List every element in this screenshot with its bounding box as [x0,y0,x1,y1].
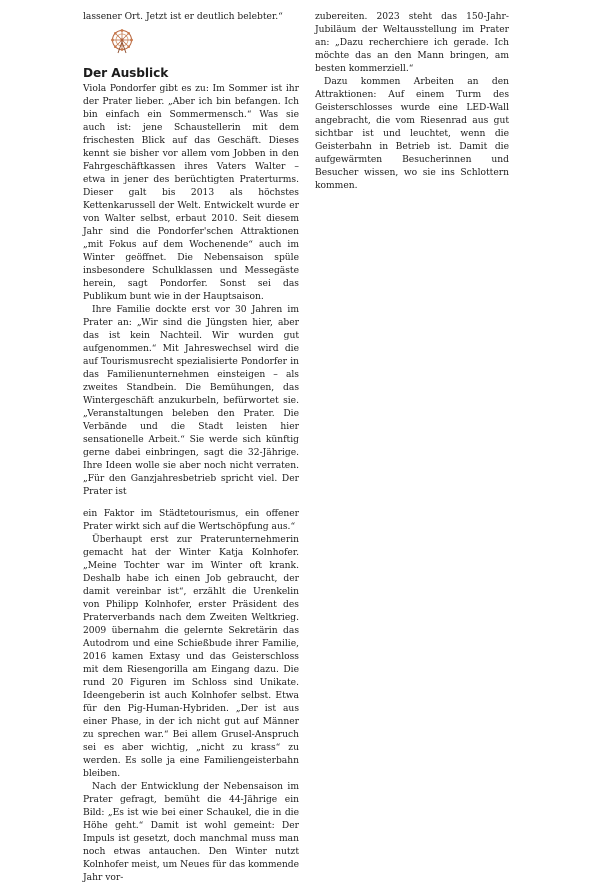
paragraph: Viola Pondorfer gibt es zu: Im Sommer ist ihr der Prater lieber. „Aber ich bin befangen. Ich bin einfach ein Sommermensch.“ Was sie auch ist: jene Schaustellerin mit dem frischesten Blick auf das Geschäft. Dieses kennt sie bisher vor allem vom Jobben in den Fahrgeschäftkassen ihres Vaters Walter – etwa in jener des berüchtigten Praterturms. Dieser galt bis 2013 als höchstes Kettenkarussell der Welt. Entwickelt wurde er von Walter selbst, erbaut 2010. Seit diesem Jahr sind die Pondorfer'schen Attraktionen „mit Fokus auf dem Wochenende“ auch im Winter geöffnet. Die Nebensaison spüle insbesondere Schulklassen und Messegäste herein, sagt Pondorfer. Sonst sei das Publikum bunt wie in der Hauptsaison. [83,84,299,302]
paragraph: zubereiten. 2023 steht das 150-Jahr-Jubiläum der Weltausstellung im Prater an: „Dazu recherchiere ich gerade. Ich möchte das an den Mann bringen, am besten kommerziell.“ [315,12,509,74]
left-column [83,11,299,885]
paragraph: Überhaupt erst zur Praterunternehmerin gemacht hat der Winter Katja Kolnhofer. „Meine Tochter war im Winter oft krank. Deshalb habe ich einen Job gebraucht, der damit vereinbar ist“, erzählt die Urenkelin von Philipp Kolnhofer, erster Präsident des Praterverbands nach dem Zweiten Weltkrieg. 2009 übernahm die gelernte Sekretärin das Autodrom und eine Schießbude ihrer Familie, 2016 kamen Extasy und das Geisterschloss mit dem Riesengorilla am Eingang dazu. Die rund 20 Figuren im Schloss sind Unikate. Ideengeberin ist auch Kolnhofer selbst. Etwa für den Pig-Human-Hybriden. „Der ist aus einer Phase, in der ich nicht gut auf Männer zu sprechen war.“ Bei allem Grusel-Anspruch sei es aber wichtig, „nicht zu krass“ zu werden. Es solle ja eine Familiengeisterbahn bleiben. [83,535,299,779]
paragraph: Nach der Entwicklung der Nebensaison im Prater gefragt, bemüht die 44-Jährige ein Bild: „Es ist wie bei einer Schaukel, die in die Höhe geht.“ Damit ist wohl gemeint: Der Impuls ist gesetzt, doch manchmal muss man noch etwas antauchen. Den Winter nutzt Kolnhofer meist, um Neues für das kommende Jahr vor- [83,782,299,883]
right-column [315,11,509,193]
paragraph: ein Faktor im Städtetourismus, ein offener Prater wirkt sich auf die Wertschöpfung aus.“ [83,509,299,532]
paragraph: Dazu kommen Arbeiten an den Attraktionen: Auf einem Turm des Geisterschlosses wurde eine LED-Wall angebracht, die vom Riesenrad aus gut sichtbar ist und leuchtet, wenn die Geisterbahn in Betrieb ist. Damit die aufgewärmten Besucherinnen und Besucher wissen, wo sie ins Schlottern kommen. [315,77,509,191]
top-line: lassener Ort. Jetzt ist er deutlich belebter.“ [83,12,283,22]
ferris-wheel-icon [109,28,135,54]
section-heading: Der Ausblick [83,66,169,80]
paragraph: Ihre Familie dockte erst vor 30 Jahren im Prater an: „Wir sind die Jüngsten hier, aber das ist kein Nachteil. Wir wurden gut aufgenommen.“ Mit Jahreswechsel wird die auf Tourismusrecht spezialisierte Pondorfer in das Familienunternehmen einsteigen – als zweites Standbein. Die Bemühungen, das Wintergeschäft anzukurbeln, befürwortet sie. „Veranstaltungen beleben den Prater. Die Verbände und die Stadt leisten hier sensationelle Arbeit.“ Sie werde sich künftig gerne dabei einbringen, sagt die 32-Jährige. Ihre Ideen wolle sie aber noch nicht verraten. „Für den Ganzjahresbetrieb spricht viel. Der Prater ist [83,305,299,497]
